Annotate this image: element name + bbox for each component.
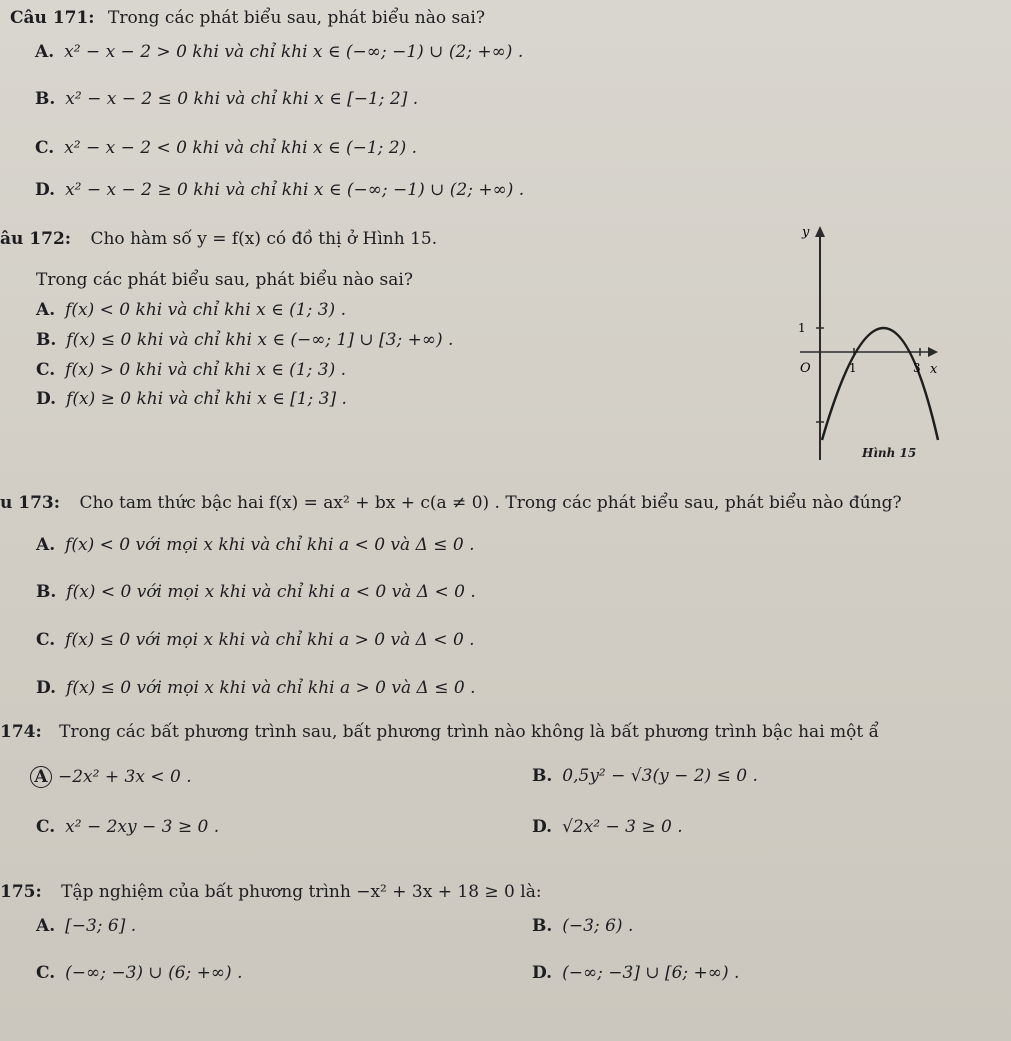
- option-letter: C.: [36, 360, 56, 380]
- y-axis-label: y: [802, 225, 810, 240]
- option-text: (−∞; −3] ∪ [6; +∞) .: [562, 963, 740, 983]
- option-c: [35, 138, 417, 158]
- figure-graph: [770, 222, 940, 462]
- question-prompt: Cho tam thức bậc hai f(x) = ax² + bx + c(a ≠ 0) . Trong các phát biểu sau, phát biểu nào đúng?: [79, 493, 902, 513]
- option-text: f(x) > 0 khi và chỉ khi x ∈ (1; 3) .: [65, 360, 347, 380]
- question-number: 175:: [0, 882, 42, 902]
- option-text: x² − x − 2 > 0 khi và chỉ khi x ∈ (−∞; −1) ∪ (2; +∞) .: [64, 42, 524, 62]
- option-letter: D.: [35, 180, 56, 200]
- option-d: [532, 963, 739, 983]
- question-prompt: Cho hàm số y = f(x) có đồ thị ở Hình 15.: [90, 229, 438, 249]
- x-axis-label: x: [930, 362, 938, 377]
- option-a: [36, 916, 136, 936]
- option-letter: A.: [36, 916, 56, 936]
- option-c: [36, 817, 219, 837]
- option-letter: C.: [36, 963, 56, 983]
- option-a: [35, 42, 523, 62]
- option-text: [−3; 6] .: [65, 916, 137, 936]
- tick-label-y-1: 1: [798, 321, 806, 335]
- tick-label-x-1: 1: [849, 361, 857, 375]
- question-prompt: Trong các phát biểu sau, phát biểu nào sai?: [108, 8, 485, 28]
- question-174: [0, 722, 879, 742]
- question-172: [0, 229, 437, 249]
- option-letter: A.: [36, 300, 56, 320]
- option-d: [35, 180, 524, 200]
- question-number: 174:: [0, 722, 42, 742]
- figure-caption: Hình 15: [862, 446, 917, 460]
- option-letter: C.: [35, 138, 55, 158]
- option-text: f(x) ≤ 0 khi và chỉ khi x ∈ (−∞; 1] ∪ [3; +∞) .: [66, 330, 454, 350]
- option-text: f(x) ≤ 0 với mọi x khi và chỉ khi a > 0 và Δ < 0 .: [65, 630, 475, 650]
- option-letter: B.: [532, 766, 553, 786]
- question-number: Câu 171:: [10, 8, 95, 28]
- question-prompt: Tập nghiệm của bất phương trình −x² + 3x + 18 ≥ 0 là:: [61, 882, 542, 902]
- option-d: [36, 389, 347, 409]
- option-text: √2x² − 3 ≥ 0 .: [562, 817, 683, 837]
- option-c: [36, 360, 346, 380]
- option-c: [36, 630, 475, 650]
- question-173: [0, 493, 902, 513]
- option-letter: D.: [36, 389, 57, 409]
- question-number: âu 172:: [0, 229, 72, 249]
- question-172-subprompt: Trong các phát biểu sau, phát biểu nào sai?: [36, 270, 413, 290]
- selected-answer-circle: A: [30, 766, 52, 788]
- option-a: [30, 766, 192, 788]
- question-number: u 173:: [0, 493, 61, 513]
- tick-label-x-3: 3: [913, 361, 921, 375]
- parabola-curve: [822, 328, 938, 440]
- option-b: [36, 330, 453, 350]
- option-b: [35, 89, 418, 109]
- question-prompt: Trong các bất phương trình sau, bất phương trình nào không là bất phương trình bậc hai một ẩ: [59, 722, 880, 742]
- option-letter: D.: [532, 817, 553, 837]
- question-171: [10, 8, 485, 28]
- option-b: [532, 916, 633, 936]
- option-text: −2x² + 3x < 0 .: [58, 767, 192, 787]
- option-a: [36, 535, 475, 555]
- option-letter: C.: [36, 817, 56, 837]
- option-letter: B.: [35, 89, 56, 109]
- option-text: f(x) ≥ 0 khi và chỉ khi x ∈ [1; 3] .: [66, 389, 347, 409]
- option-letter: A.: [35, 42, 55, 62]
- option-text: f(x) < 0 với mọi x khi và chỉ khi a < 0 và Δ < 0 .: [66, 582, 476, 602]
- option-letter: C.: [36, 630, 56, 650]
- y-axis: [815, 226, 825, 460]
- option-letter: D.: [532, 963, 553, 983]
- option-text: f(x) ≤ 0 với mọi x khi và chỉ khi a > 0 và Δ ≤ 0 .: [66, 678, 476, 698]
- option-letter: B.: [36, 330, 57, 350]
- option-text: (−3; 6) .: [562, 916, 634, 936]
- option-letter: A.: [36, 535, 56, 555]
- option-b: [36, 582, 476, 602]
- option-d: [532, 817, 683, 837]
- option-text: x² − x − 2 ≥ 0 khi và chỉ khi x ∈ (−∞; −1) ∪ (2; +∞) .: [65, 180, 525, 200]
- option-text: x² − x − 2 < 0 khi và chỉ khi x ∈ (−1; 2) .: [64, 138, 418, 158]
- option-letter: B.: [532, 916, 553, 936]
- option-letter: B.: [36, 582, 57, 602]
- option-letter: D.: [36, 678, 57, 698]
- option-text: f(x) < 0 khi và chỉ khi x ∈ (1; 3) .: [65, 300, 346, 320]
- origin-label: O: [800, 361, 811, 376]
- option-text: 0,5y² − √3(y − 2) ≤ 0 .: [562, 766, 758, 786]
- option-a: [36, 300, 346, 320]
- option-text: (−∞; −3) ∪ (6; +∞) .: [65, 963, 243, 983]
- option-text: x² − 2xy − 3 ≥ 0 .: [65, 817, 220, 837]
- option-b: [532, 766, 758, 786]
- option-c: [36, 963, 243, 983]
- option-text: f(x) < 0 với mọi x khi và chỉ khi a < 0 và Δ ≤ 0 .: [65, 535, 475, 555]
- option-text: x² − x − 2 ≤ 0 khi và chỉ khi x ∈ [−1; 2] .: [65, 89, 419, 109]
- question-175: [0, 882, 542, 902]
- option-d: [36, 678, 475, 698]
